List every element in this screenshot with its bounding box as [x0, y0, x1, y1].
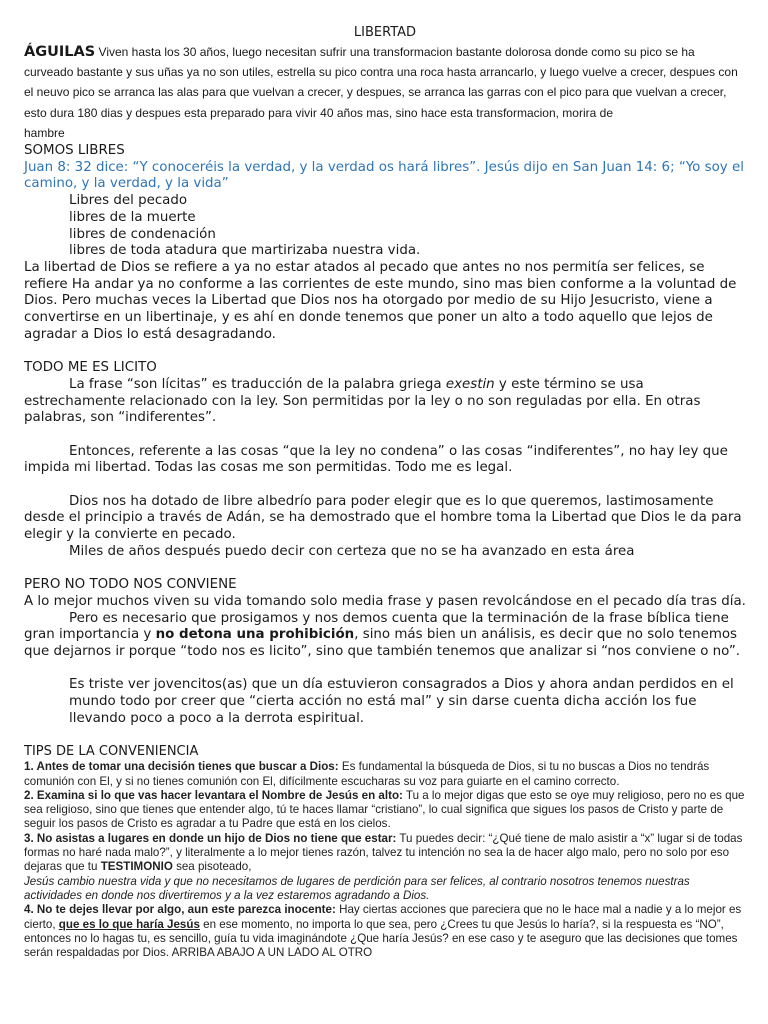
conviene-paragraph-3: Es triste ver jovencitos(as) que un día estuvieron consagrados a Dios y ahora andan perdidos en el mundo todo por creer que “cierta acción no está mal” y sin darse cuenta dicha acción los fue llevando poco a poco a la derrota espiritual.	[69, 677, 734, 726]
spacer	[24, 561, 746, 578]
bible-verse: Juan 8: 32 dice: “Y conoceréis la verdad, y la verdad os hará libres”. Jesús dijo en San Juan 14: 6; “Yo soy el camino, y la verdad, y la vida”	[24, 159, 744, 192]
tip-4	[24, 903, 746, 960]
aguilas-paragraph	[24, 42, 746, 123]
tip-2-title: 2. Examina si lo que vas hacer levantara el Nombre de Jesús en alto:	[24, 788, 403, 802]
licito-paragraph-4: Miles de años después puedo decir con certeza que no se ha avanzado en esta área	[69, 543, 635, 559]
conviene-p2-end: , sino más bien un análisis, es decir que no solo tenemos que dejarnos ir porque “todo nos es licito”, sino que también tenemos que analizar si “nos conviene o no”.	[24, 627, 741, 660]
tip-4-title: 4. No te dejes llevar por algo, aun este parezca inocente:	[24, 903, 336, 917]
aguilas-body: Viven hasta los 30 años, luego necesitan sufrir una transformacion bastante dolorosa donde como su pico se ha curveado bastante y sus uñas ya no son utiles, estrella su pico contra una roca hasta arrancarlo, y luego vuelve a crecer, despues con el neuvo pico se arranca las alas para que vuelvan a crecer, y despues, se arranca las garras con el pico para que vuelvan a crecer, esto dura 180 dias y despues esta preparado para vivir 40 años mas, sino hace esta transformacion, morira de	[24, 45, 738, 120]
greek-word: exestin	[445, 376, 495, 392]
freedom-list	[24, 193, 746, 260]
licito-paragraph-3: Dios nos ha dotado de libre albedrío para poder elegir que es lo que queremos, lastimosamente desde el principio a través de Adán, se ha demostrado que el hombre toma la Libertad que Dios le da para elegir y la convierte en pecado.	[24, 493, 742, 543]
tip-3-title: 3. No asistas a lugares en donde un hijo de Dios no tiene que estar:	[24, 831, 397, 845]
list-item: libres de toda atadura que martirizaba nuestra vida.	[69, 243, 421, 259]
spacer	[24, 477, 746, 494]
tip-3-italic-text: Jesús cambio nuestra vida y que no necesitamos de lugares de perdición para ser felices, al contrario nosotros tenemos nuestras actividades en donde nos divertiremos y a la vez estaremos agradando a Dios.	[24, 874, 690, 902]
aguilas-heading	[24, 44, 95, 60]
spacer	[24, 661, 746, 678]
tip-1-title: 1. Antes de tomar una decisión tienes que buscar a Dios:	[24, 760, 339, 774]
tip-1	[24, 760, 746, 789]
tip-3-italic	[24, 875, 746, 904]
tip-4-text-end: en ese momento, no importa lo que sea, pero ¿Crees tu que Jesús lo haría?, si la respuesta es “NO”, entonces no lo hagas tu, es sencillo, guía tu vida imaginándote ¿Que haría Jesús? en ese caso y te aseguro que las decisiones que tomes serán respaldadas por Dios. ARRIBA ABAJO A UN LADO AL OTRO	[24, 917, 738, 960]
conviene-paragraph-1: A lo mejor muchos viven su vida tomando solo media frase y pasen revolcándose en el pecado día tras día.	[24, 593, 746, 609]
tip-3-word: TESTIMONIO	[100, 860, 173, 874]
licito-heading: TODO ME ES LICITO	[24, 360, 157, 376]
tips-list	[24, 760, 746, 960]
document-page	[24, 24, 746, 960]
tips-heading: TIPS DE LA CONVENIENCIA	[24, 744, 199, 760]
list-item: libres de condenación	[69, 226, 216, 242]
aguilas-tail: hambre	[24, 125, 65, 140]
tip-4-underlined: que es lo que haría Jesús	[58, 917, 200, 931]
licito-p1-end: y este término se usa estrechamente relacionado con la ley. Son permitidas por la ley o no son reguladas por ella. En otras palabras, son “indiferentes”.	[24, 376, 701, 426]
spacer	[24, 728, 746, 745]
spacer	[24, 343, 746, 360]
tip-2	[24, 789, 746, 832]
aguilas-heading-text: ÁGUILAS	[24, 44, 96, 60]
licito-paragraph-1	[24, 377, 746, 427]
licito-p1-start: La frase “son lícitas” es traducción de la palabra griega	[69, 376, 446, 392]
spacer	[24, 427, 746, 444]
licito-paragraph-2: Entonces, referente a las cosas “que la ley no condena” o las cosas “indiferentes”, no hay ley que impida mi libertad. Todas las cosas me son permitidas. Todo me es legal.	[24, 443, 728, 476]
tip-1-text: Es fundamental la búsqueda de Dios, si tu no buscas a Dios no tendrás comunión con El, y si no tienes comunión con El, difícilmente escucharas su voz para guiarte en el camino correcto.	[24, 760, 710, 788]
conviene-p2-start: Pero es necesario que prosigamos y nos demos cuenta que la terminación de la frase bíblica tiene gran importancia y	[24, 610, 729, 643]
document-title: LIBERTAD	[353, 25, 417, 40]
somos-libres-heading: SOMOS LIBRES	[24, 143, 125, 159]
tip-2-text: Tu a lo mejor digas que esto se oye muy religioso, pero no es que sea religioso, sino que tienes que entender algo, tú te haces llamar “cristiano”, lo cual significa que sigues los pasos de Cristo y parte de seguir los pasos de Cristo es agradar a tu Padre que está en los cielos.	[24, 788, 745, 831]
conviene-p2-bold: no detona una prohibición	[155, 627, 355, 643]
tip-3-text: Tu puedes decir: “¿Qué tiene de malo asistir a “x” lugar si de todas formas no haré nada malo?”, y literalmente a lo mejor tienes razón, talvez tu intención no sea la de hacer algo malo, pero no solo por eso dejaras que tu	[24, 831, 743, 874]
conviene-heading: PERO NO TODO NOS CONVIENE	[24, 577, 237, 593]
list-item: Libres del pecado	[69, 193, 188, 209]
tip-3-text-end: sea pisoteado,	[172, 860, 252, 874]
tip-3	[24, 832, 746, 875]
list-item: libres de la muerte	[69, 209, 196, 225]
freedom-paragraph: La libertad de Dios se refiere a ya no estar atados al pecado que antes no nos permitía ser felices, se refiere Ha andar ya no conforme a las corrientes de este mundo, sino mas bien conforme a la voluntad de Dios. Pero muchas veces la Libertad que Dios nos ha otorgado por medio de su Hijo Jesucristo, viene a convertirse en un libertinaje, y es ahí en donde tenemos que poner un alto a todo aquello que lejos de agradar a Dios lo está desagradando.	[24, 259, 737, 342]
conviene-paragraph-2	[24, 611, 746, 661]
tip-4-text: Hay ciertas acciones que pareciera que no le hace mal a nadie y a lo mejor es cierto,	[24, 903, 742, 931]
